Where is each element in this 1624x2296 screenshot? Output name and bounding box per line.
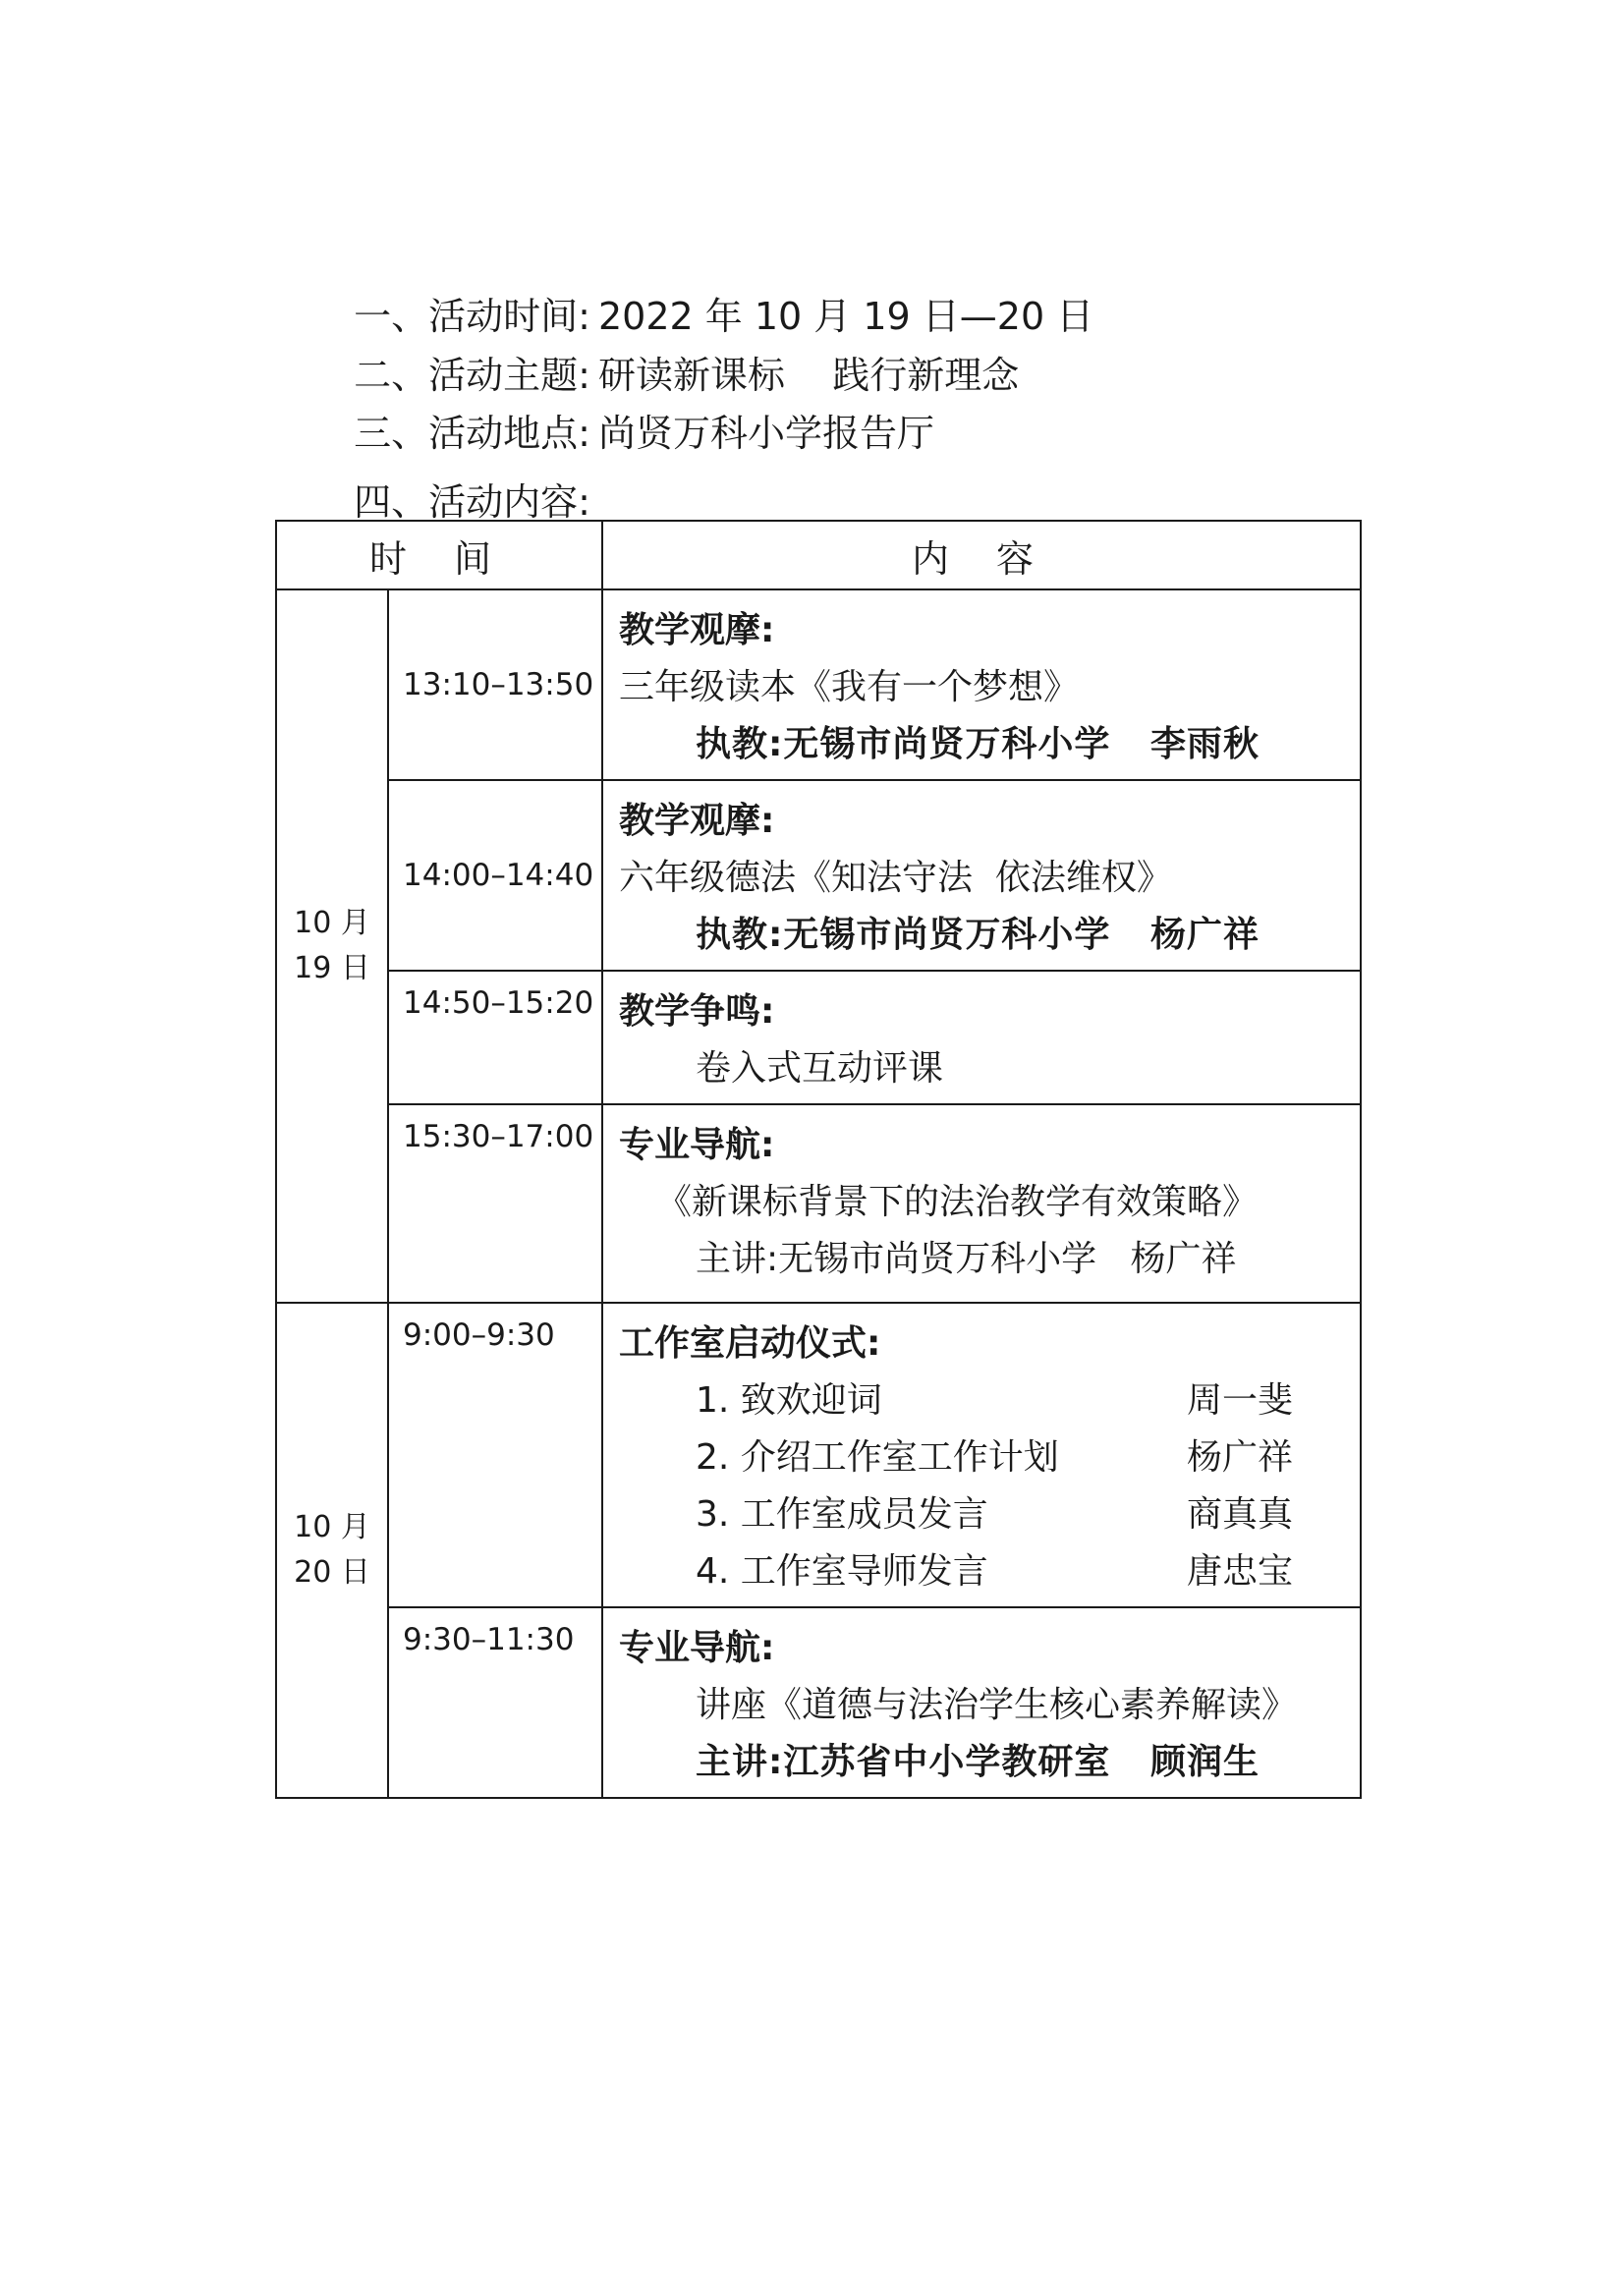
content-cell: [602, 1104, 1361, 1303]
session-line: 《新课标背景下的法治教学有效策略》: [656, 1182, 1259, 1222]
date-month: 10 月: [294, 1510, 370, 1544]
time-cell: 9:30–11:30: [388, 1607, 602, 1798]
session-presenter: 主讲:无锡市尚贤万科小学 杨广祥: [696, 1239, 1237, 1279]
header-content: 内 容: [602, 521, 1361, 589]
session-line: 三年级读本《我有一个梦想》: [619, 667, 1080, 707]
content-cell: [602, 1607, 1361, 1798]
time-cell: 14:50–15:20: [388, 971, 602, 1104]
agenda-item-text: 1. 致欢迎词: [696, 1380, 882, 1421]
content-cell: [602, 589, 1361, 780]
agenda-item: [619, 1486, 1360, 1543]
session-line: 六年级德法《知法守法 依法维权》: [619, 858, 1172, 898]
agenda-item-text: 4. 工作室导师发言: [696, 1551, 988, 1592]
agenda-item: [619, 1372, 1360, 1429]
info-value: 研读新课标 践行新理念: [597, 354, 1020, 397]
table-row: [276, 1303, 1361, 1607]
table-row: [276, 1607, 1361, 1798]
session-line: 讲座《道德与法治学生核心素养解读》: [696, 1685, 1298, 1725]
session-presenter: 主讲:江苏省中小学教研室 顾润生: [696, 1742, 1260, 1782]
info-line-location: [330, 377, 934, 455]
session-presenter: 执教:无锡市尚贤万科小学 李雨秋: [696, 724, 1260, 764]
time-cell: 15:30–17:00: [388, 1104, 602, 1303]
time-cell: 9:00–9:30: [388, 1303, 602, 1607]
info-value: 尚贤万科小学报告厅: [597, 412, 934, 455]
agenda-item-text: 2. 介绍工作室工作计划: [696, 1437, 1059, 1478]
date-day: 19 日: [294, 951, 370, 985]
info-line-content: [330, 446, 598, 524]
info-label: 二、活动主题:: [354, 354, 590, 397]
session-title: 教学观摩:: [619, 801, 775, 841]
session-title: 教学观摩:: [619, 610, 775, 650]
table-row: [276, 971, 1361, 1104]
agenda-item: [619, 1543, 1360, 1600]
session-title: 专业导航:: [619, 1628, 775, 1668]
date-month: 10 月: [294, 906, 370, 940]
table-row: [276, 780, 1361, 971]
table-row: [276, 1104, 1361, 1303]
content-cell: [602, 971, 1361, 1104]
agenda-item-person: 商真真: [1187, 1494, 1294, 1535]
date-cell-day1: [276, 589, 388, 1303]
agenda-item-text: 3. 工作室成员发言: [696, 1494, 988, 1535]
session-title: 专业导航:: [619, 1125, 775, 1165]
time-cell: 13:10–13:50: [388, 589, 602, 780]
session-title: 工作室启动仪式:: [619, 1323, 881, 1364]
content-cell: [602, 780, 1361, 971]
schedule-table: [275, 520, 1362, 1799]
agenda-item: [619, 1429, 1360, 1486]
table-row: [276, 589, 1361, 780]
session-presenter: 执教:无锡市尚贤万科小学 杨广祥: [696, 915, 1260, 955]
time-cell: 14:00–14:40: [388, 780, 602, 971]
date-cell-day2: [276, 1303, 388, 1798]
agenda-item-person: 杨广祥: [1187, 1437, 1294, 1478]
info-label: 三、活动地点:: [354, 412, 590, 455]
info-label: 四、活动内容:: [354, 480, 590, 524]
info-label: 一、活动时间:: [354, 295, 590, 338]
content-cell: [602, 1303, 1361, 1607]
agenda-item-person: 唐忠宝: [1187, 1551, 1294, 1592]
header-time: 时 间: [276, 521, 602, 589]
date-day: 20 日: [294, 1555, 370, 1590]
agenda-item-person: 周一斐: [1187, 1380, 1294, 1421]
session-title: 教学争鸣:: [619, 991, 775, 1032]
table-header-row: [276, 521, 1361, 589]
session-line: 卷入式互动评课: [696, 1048, 944, 1089]
info-value: 2022 年 10 月 19 日—20 日: [597, 295, 1094, 338]
